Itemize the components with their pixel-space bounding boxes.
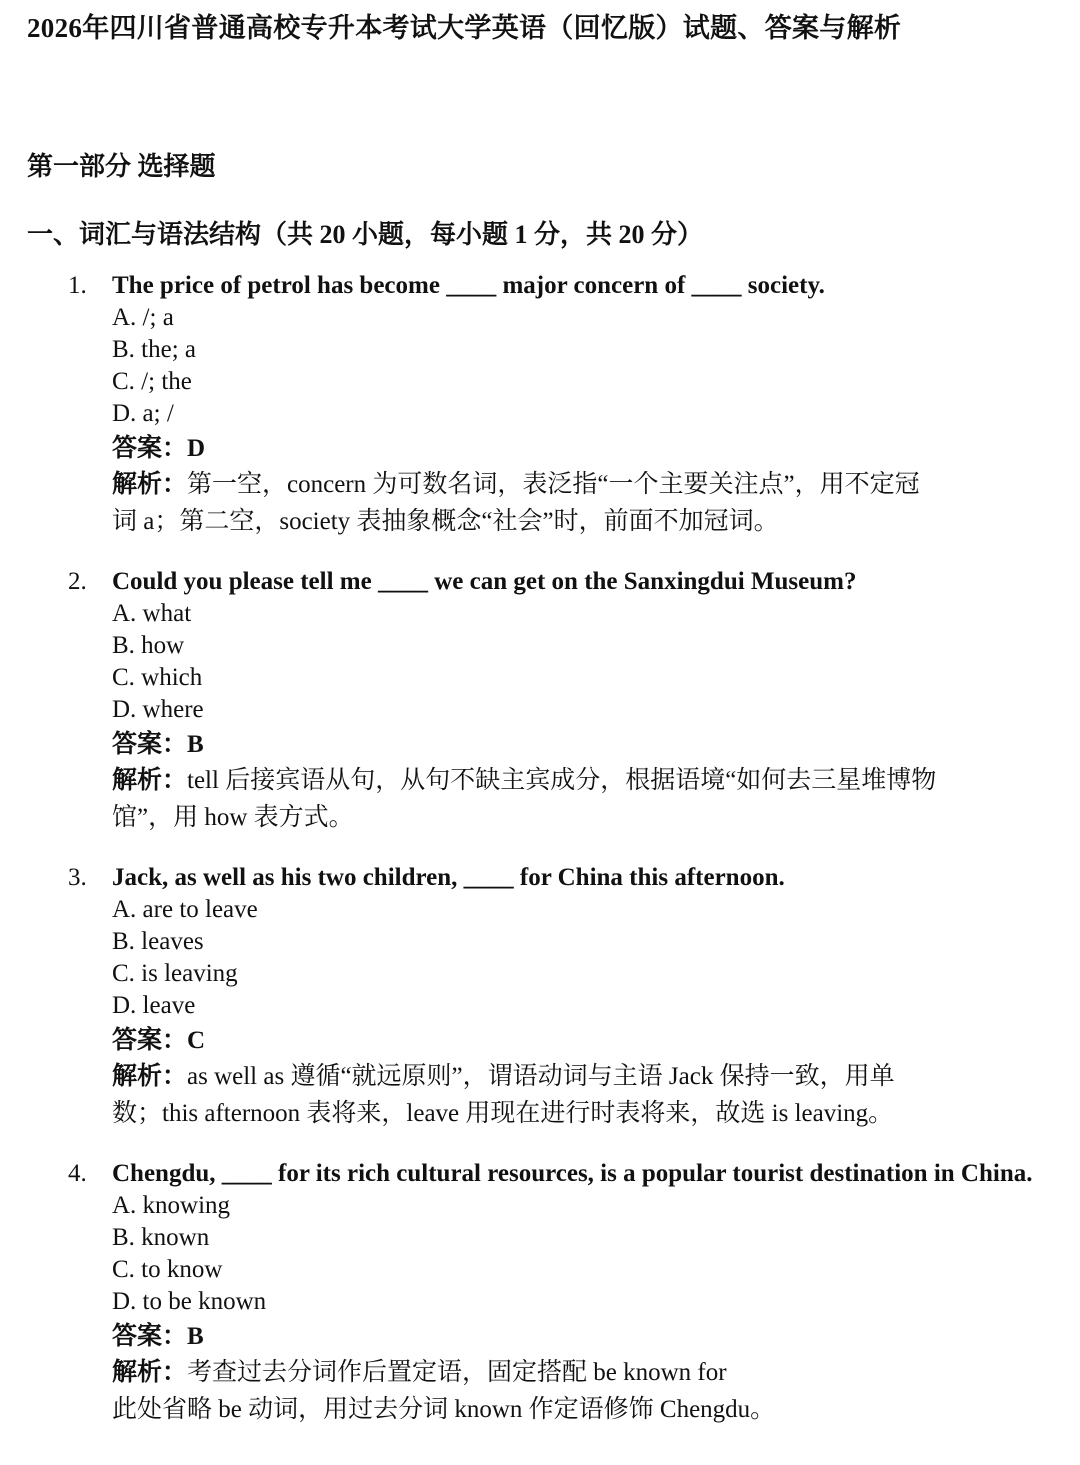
answer-value: D bbox=[187, 435, 206, 462]
option-c: C. /; the bbox=[112, 368, 192, 395]
explanation bbox=[112, 762, 1048, 836]
explanation-text: tell 后接宾语从句，从句不缺主宾成分，根据语境“如何去三星堆博物 bbox=[187, 767, 937, 794]
answer-value: B bbox=[187, 1323, 204, 1350]
option-c: C. is leaving bbox=[112, 960, 238, 987]
option-d: D. to be known bbox=[112, 1288, 267, 1315]
explanation bbox=[112, 466, 1048, 540]
explanation-line: 词 a；第二空，society 表抽象概念“社会”时，前面不加冠词。 bbox=[112, 508, 779, 535]
explanation-line bbox=[112, 762, 1048, 799]
answer bbox=[112, 728, 1048, 762]
explanation-line: 馆”，用 how 表方式。 bbox=[112, 804, 354, 831]
question-stem: The price of petrol has become ____ major concern of ____ society. bbox=[112, 272, 825, 299]
explanation-text: 第一空，concern 为可数名词，表泛指“一个主要关注点”，用不定冠 bbox=[187, 471, 920, 498]
question-body bbox=[112, 862, 1048, 1132]
explanation-label: 解析： bbox=[112, 1359, 188, 1386]
question-stem: Jack, as well as his two children, ____ for China this afternoon. bbox=[112, 864, 785, 891]
question-body bbox=[112, 1158, 1048, 1428]
option-c: C. which bbox=[112, 664, 203, 691]
answer bbox=[112, 1024, 1048, 1058]
question-number: 4. bbox=[68, 1160, 87, 1187]
option-b: B. the; a bbox=[112, 336, 197, 363]
explanation-label: 解析： bbox=[112, 471, 188, 498]
answer-value: B bbox=[187, 731, 204, 758]
answer-label: 答案： bbox=[112, 1323, 188, 1350]
answer-label: 答案： bbox=[112, 1027, 188, 1054]
question-number: 3. bbox=[68, 864, 87, 891]
part-heading: 第一部分 选择题 bbox=[27, 152, 216, 181]
option-c: C. to know bbox=[112, 1256, 223, 1283]
question-stem: Chengdu, ____ for its rich cultural resources, is a popular tourist destination in China. bbox=[112, 1160, 1033, 1187]
option-d: D. a; / bbox=[112, 400, 174, 427]
answer-label: 答案： bbox=[112, 435, 188, 462]
explanation-text: as well as 遵循“就远原则”，谓语动词与主语 Jack 保持一致，用单 bbox=[187, 1063, 895, 1090]
question-stem: Could you please tell me ____ we can get on the Sanxingdui Museum? bbox=[112, 568, 857, 595]
answer-value: C bbox=[187, 1027, 206, 1054]
question-number: 1. bbox=[68, 272, 87, 299]
option-b: B. known bbox=[112, 1224, 210, 1251]
question-number: 2. bbox=[68, 568, 87, 595]
option-a: A. what bbox=[112, 600, 192, 627]
explanation-line bbox=[112, 1058, 1048, 1095]
option-d: D. leave bbox=[112, 992, 196, 1019]
answer-label: 答案： bbox=[112, 731, 188, 758]
section-heading: 一、词汇与语法结构（共 20 小题，每小题 1 分，共 20 分） bbox=[27, 220, 704, 249]
explanation-label: 解析： bbox=[112, 1063, 188, 1090]
answer bbox=[112, 432, 1048, 466]
explanation-line bbox=[112, 466, 1048, 503]
option-b: B. how bbox=[112, 632, 185, 659]
option-a: A. are to leave bbox=[112, 896, 258, 923]
question-body bbox=[112, 270, 1048, 540]
question-body bbox=[112, 566, 1048, 836]
explanation-text: 考查过去分词作后置定语，固定搭配 be known for bbox=[187, 1359, 727, 1386]
explanation bbox=[112, 1354, 1048, 1428]
explanation-label: 解析： bbox=[112, 767, 188, 794]
explanation-line: 数；this afternoon 表将来，leave 用现在进行时表将来，故选 is leaving。 bbox=[112, 1100, 894, 1127]
option-a: A. knowing bbox=[112, 1192, 231, 1219]
explanation bbox=[112, 1058, 1048, 1132]
document-title: 2026年四川省普通高校专升本考试大学英语（回忆版）试题、答案与解析 bbox=[27, 13, 902, 43]
explanation-line bbox=[112, 1354, 1048, 1391]
option-b: B. leaves bbox=[112, 928, 204, 955]
explanation-line: 此处省略 be 动词，用过去分词 known 作定语修饰 Chengdu。 bbox=[112, 1396, 776, 1423]
option-d: D. where bbox=[112, 696, 204, 723]
answer bbox=[112, 1320, 1048, 1354]
option-a: A. /; a bbox=[112, 304, 174, 331]
